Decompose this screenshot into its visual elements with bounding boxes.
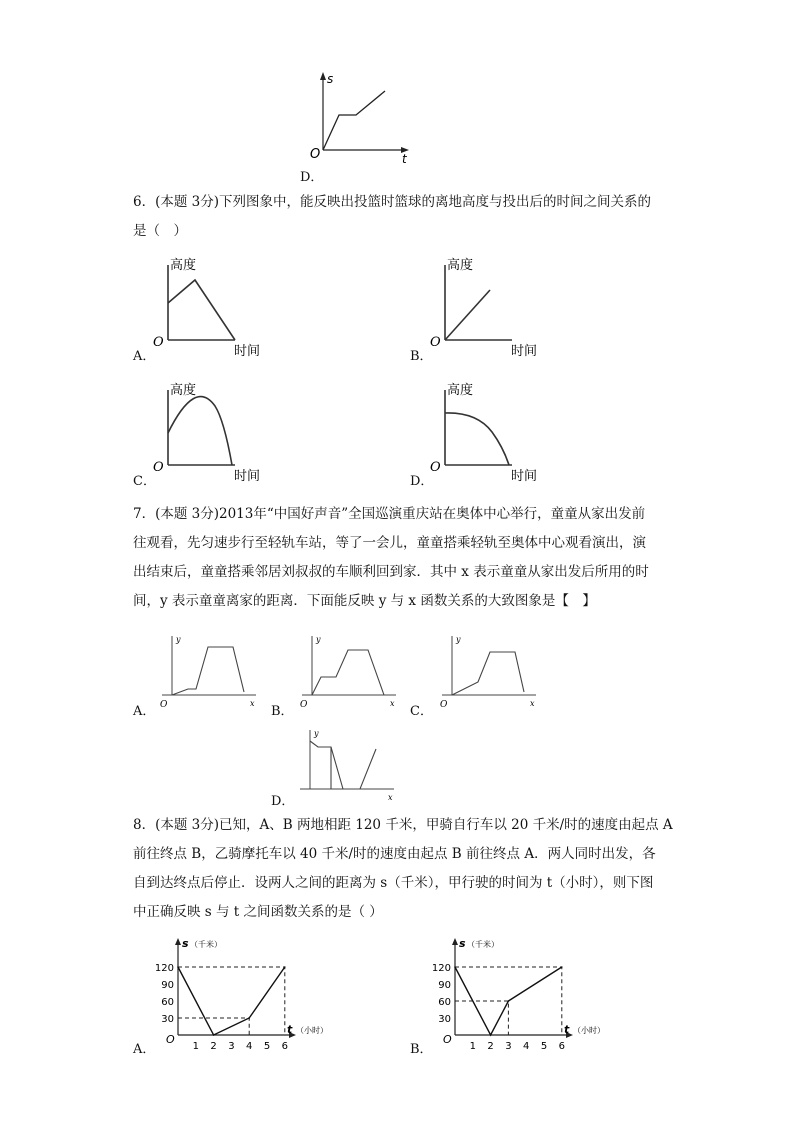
x-axis-label: x — [388, 793, 393, 802]
y-axis-label: y — [176, 635, 181, 644]
y-tick-label: 90 — [438, 980, 451, 991]
q7-text — [133, 500, 693, 616]
q5-option-d-label[interactable]: D． — [300, 170, 324, 185]
y-axis-letter: s — [459, 937, 466, 950]
data-point — [490, 1034, 492, 1036]
y-tick-label: 120 — [154, 963, 174, 974]
y-tick-label: 30 — [161, 1014, 174, 1025]
data-point — [213, 1034, 215, 1036]
q6-option-b[interactable]: B． — [410, 349, 433, 364]
q8-option-b[interactable]: B． — [410, 1042, 433, 1057]
q6-option-c[interactable]: C． — [133, 474, 156, 489]
x-tick-label: 6 — [281, 1041, 288, 1052]
y-axis-label: 高度 — [170, 258, 197, 273]
y-axis-unit: （千米） — [467, 940, 499, 949]
y-axis-arrow — [452, 938, 458, 945]
q5-graph-d — [305, 70, 415, 170]
q8-chart-b — [427, 935, 605, 1060]
x-tick-label: 5 — [263, 1041, 271, 1052]
y-tick-label: 60 — [161, 997, 174, 1008]
y-label: s — [327, 72, 334, 86]
graph-curve — [168, 397, 232, 465]
x-axis-label: 时间 — [234, 344, 261, 359]
y-tick-label: 90 — [161, 980, 174, 991]
q7-option-c[interactable]: C． — [410, 704, 433, 719]
x-tick-label: 4 — [523, 1041, 530, 1052]
q6-graph-c — [150, 380, 270, 485]
q7-graph-d — [296, 727, 406, 807]
origin-label: O — [430, 460, 441, 475]
origin-label: O — [160, 700, 168, 710]
y-tick-label: 120 — [431, 963, 451, 974]
series-line — [178, 967, 285, 1035]
q7-line1: 7．(本题 3分)2013年“中国好声音”全国巡演重庆站在奥体中心举行，童童从家出发前 — [133, 506, 646, 522]
graph-line — [452, 652, 524, 695]
y-axis-letter: s — [182, 937, 189, 950]
x-axis-unit: （小时） — [573, 1026, 605, 1035]
data-point — [508, 1000, 510, 1002]
dashed-ref-mid — [178, 1018, 249, 1035]
q6-graph-a — [150, 255, 270, 360]
origin-label: O — [440, 700, 448, 710]
q7-graph-a — [158, 632, 268, 712]
q7-option-b[interactable]: B． — [271, 704, 294, 719]
data-point — [454, 966, 456, 968]
x-tick-label: 1 — [192, 1041, 199, 1052]
origin-label: O — [310, 147, 321, 162]
graph-line — [172, 647, 244, 695]
q6-line1: 6．(本题 3分)下列图象中，能反映出投篮时篮球的离地高度与投出后的时间之间关系的 — [133, 194, 652, 210]
origin-label: O — [300, 700, 308, 710]
y-axis-unit: （千米） — [190, 940, 222, 949]
x-label: t — [402, 152, 407, 166]
data-point — [284, 966, 286, 968]
origin-label: O — [153, 335, 164, 350]
q8-line3: 自到达终点后停止．设两人之间的距离为 s（千米），甲行驶的时间为 t（小时），则下图 — [133, 875, 654, 891]
x-axis-label: 时间 — [234, 469, 261, 484]
x-tick-label: 3 — [228, 1041, 235, 1052]
y-axis-label: y — [316, 635, 321, 644]
origin-label: O — [443, 1033, 452, 1046]
y-axis-arrow — [175, 938, 181, 945]
x-tick-label: 3 — [505, 1041, 512, 1052]
graph-line — [323, 91, 385, 150]
q7-graph-c — [438, 632, 548, 712]
origin-label: O — [153, 460, 164, 475]
data-point — [248, 1017, 250, 1019]
data-point — [177, 966, 179, 968]
y-axis-label: 高度 — [447, 383, 474, 398]
graph-line — [168, 280, 235, 340]
q8-chart-a — [150, 935, 328, 1060]
x-axis-letter: t — [287, 1023, 293, 1036]
x-tick-label: 2 — [487, 1041, 494, 1052]
y-tick-label: 30 — [438, 1014, 451, 1025]
q6-text — [133, 188, 693, 246]
x-axis-label: 时间 — [511, 344, 538, 359]
x-tick-label: 2 — [210, 1041, 217, 1052]
q7-line4: 间，y 表示童童离家的距离．下面能反映 y 与 x 函数关系的大致图象是【 】 — [133, 593, 596, 609]
q6-option-a[interactable]: A． — [133, 349, 156, 364]
q7-option-a[interactable]: A． — [133, 704, 156, 719]
graph-line — [310, 741, 376, 789]
graph-line — [312, 650, 384, 695]
origin-label: O — [166, 1033, 175, 1046]
x-tick-label: 5 — [540, 1041, 548, 1052]
x-axis-label: x — [530, 699, 535, 708]
q6-option-d[interactable]: D． — [410, 474, 434, 489]
graph-curve — [445, 413, 509, 465]
y-axis-arrow — [320, 72, 326, 80]
q6-graph-b — [427, 255, 547, 360]
x-tick-label: 1 — [469, 1041, 476, 1052]
y-axis-label: y — [314, 729, 319, 738]
dashed-ref-120 — [178, 967, 285, 1035]
graph-line — [445, 290, 490, 340]
x-axis-letter: t — [564, 1023, 570, 1036]
x-tick-label: 6 — [558, 1041, 565, 1052]
x-axis-label: x — [390, 699, 395, 708]
x-tick-label: 4 — [246, 1041, 253, 1052]
origin-label: O — [430, 335, 441, 350]
q7-graph-b — [298, 632, 408, 712]
data-point — [561, 966, 563, 968]
q8-line2: 前往终点 B，乙骑摩托车以 40 千米/时的速度由起点 B 前往终点 A．两人同时出发，各 — [133, 846, 656, 862]
q6-graph-d — [427, 380, 547, 485]
y-axis-label: 高度 — [170, 383, 197, 398]
q8-line4: 中正确反映 s 与 t 之间函数关系的是（ ） — [133, 904, 383, 920]
y-axis-label: 高度 — [447, 258, 474, 273]
y-tick-label: 60 — [438, 997, 451, 1008]
x-axis-label: 时间 — [511, 469, 538, 484]
q7-line3: 出结束后，童童搭乘邻居刘叔叔的车顺利回到家．其中 x 表示童童从家出发后所用的时 — [133, 564, 649, 580]
x-axis-unit: （小时） — [296, 1026, 328, 1035]
q8-line1: 8．(本题 3分)已知，A、B 两地相距 120 千米，甲骑自行车以 20 千米/时的速度由起点 A — [133, 817, 673, 833]
q7-option-d[interactable]: D． — [271, 794, 295, 809]
y-axis-label: y — [456, 635, 461, 644]
q8-text — [133, 811, 693, 927]
q6-line2: 是（ ） — [133, 223, 187, 239]
q7-line2: 往观看，先匀速步行至轻轨车站，等了一会儿，童童搭乘轻轨至奥体中心观看演出，演 — [133, 535, 646, 551]
q8-option-a[interactable]: A． — [133, 1042, 156, 1057]
x-axis-label: x — [250, 699, 255, 708]
